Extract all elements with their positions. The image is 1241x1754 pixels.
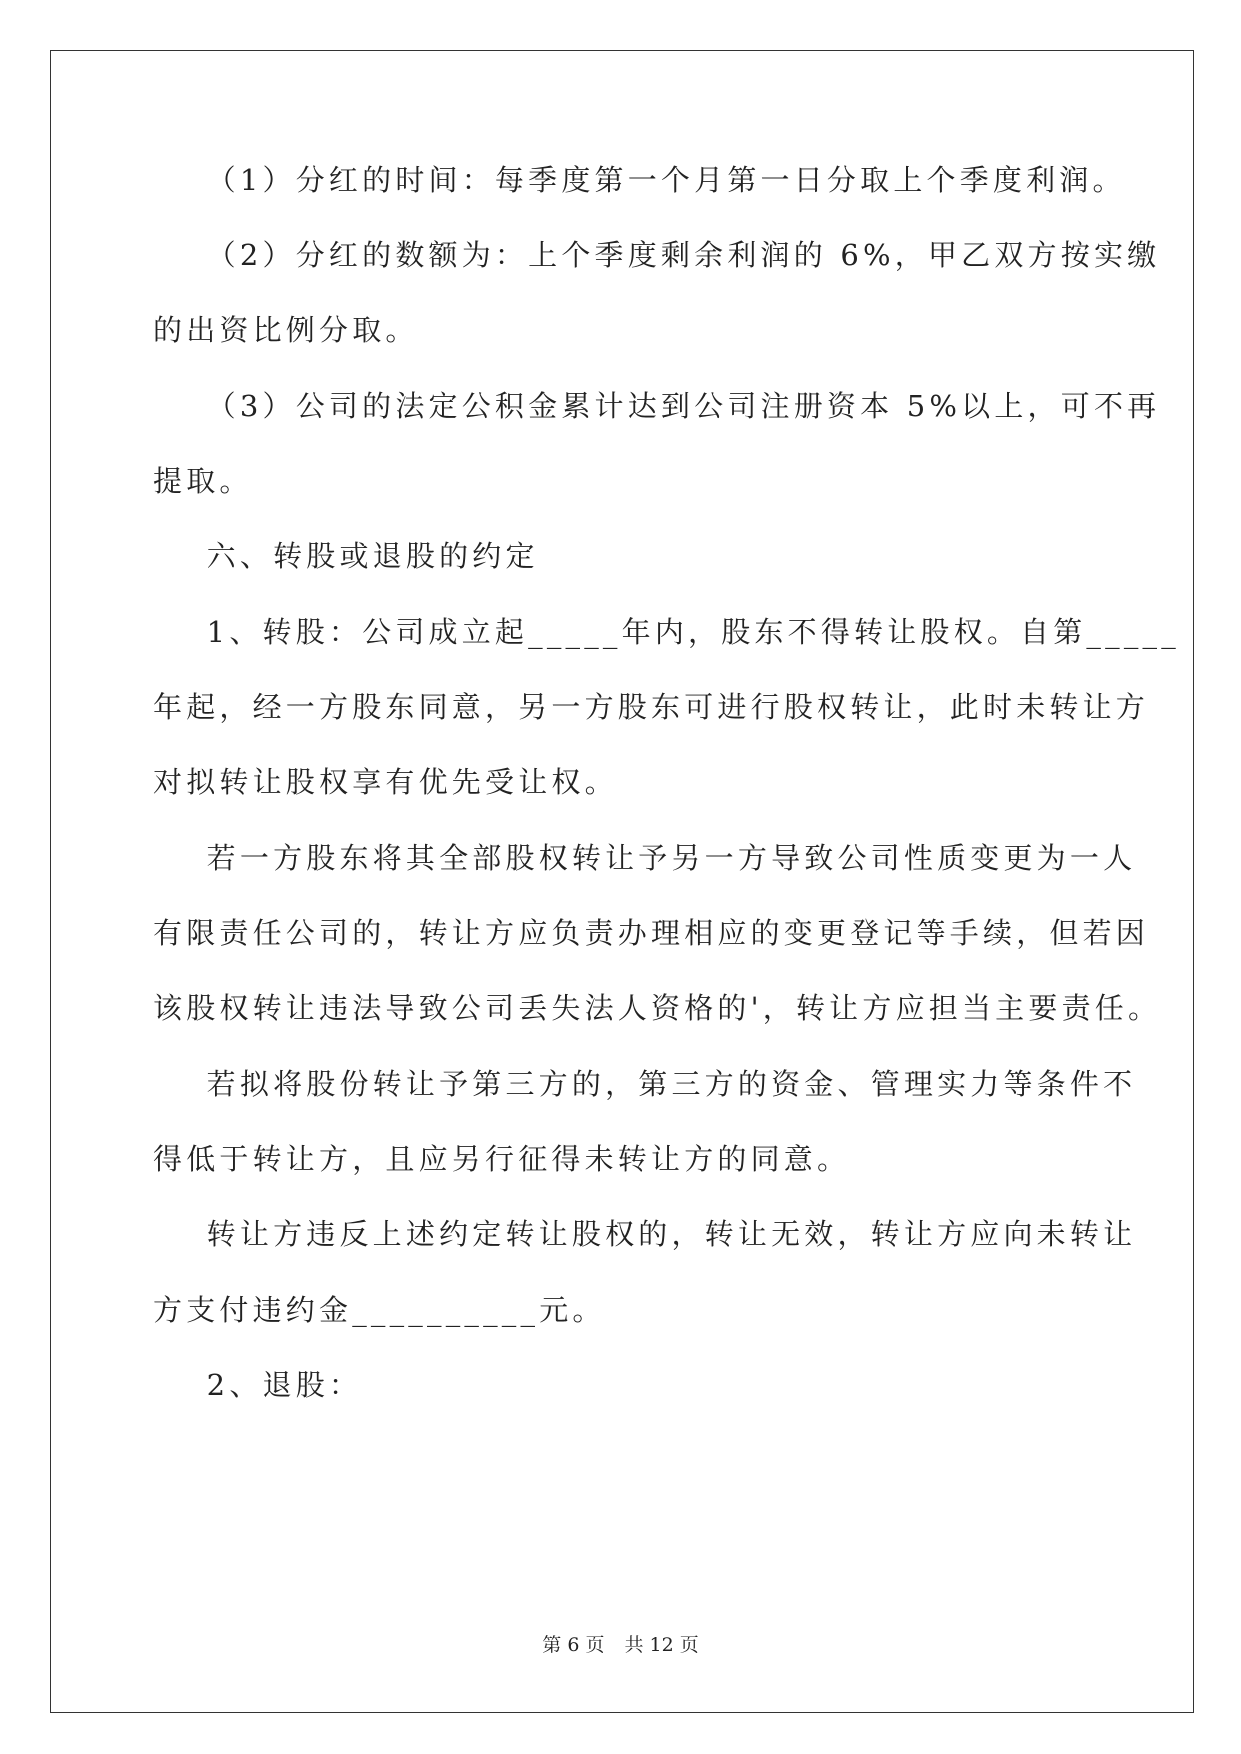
page-total: 共 12 页 bbox=[624, 1634, 699, 1656]
paragraph-line: （3）公司的法定公积金累计达到公司注册资本 5%以上，可不再 bbox=[153, 389, 1161, 423]
page-footer bbox=[0, 1633, 1241, 1657]
paragraph-line: 对拟转让股权享有优先受让权。 bbox=[153, 765, 618, 799]
page-border bbox=[50, 50, 1194, 1713]
paragraph-line: 1、转股：公司成立起_____年内，股东不得转让股权。自第_____ bbox=[153, 615, 1180, 649]
paragraph-line: （2）分红的数额为：上个季度剩余利润的 6%，甲乙双方按实缴 bbox=[153, 238, 1161, 272]
paragraph-line: 该股权转让违法导致公司丢失法人资格的'，转让方应担当主要责任。 bbox=[153, 991, 1162, 1025]
paragraph-line: 得低于转让方，且应另行征得未转让方的同意。 bbox=[153, 1142, 851, 1176]
paragraph-line: （1）分红的时间：每季度第一个月第一日分取上个季度利润。 bbox=[153, 163, 1126, 197]
paragraph-line: 的出资比例分取。 bbox=[153, 313, 419, 347]
paragraph-line: 若拟将股份转让予第三方的，第三方的资金、管理实力等条件不 bbox=[153, 1067, 1137, 1101]
paragraph-line: 2、退股： bbox=[153, 1368, 363, 1402]
paragraph-line: 年起，经一方股东同意，另一方股东可进行股权转让，此时未转让方 bbox=[153, 690, 1150, 724]
paragraph-line: 方支付违约金__________元。 bbox=[153, 1293, 606, 1327]
paragraph-line: 提取。 bbox=[153, 464, 253, 498]
paragraph-line: 若一方股东将其全部股权转让予另一方导致公司性质变更为一人 bbox=[153, 841, 1137, 875]
paragraph-line: 有限责任公司的，转让方应负责办理相应的变更登记等手续，但若因 bbox=[153, 916, 1150, 950]
page-number: 第 6 页 bbox=[542, 1634, 605, 1656]
paragraph-line: 转让方违反上述约定转让股权的，转让无效，转让方应向未转让 bbox=[153, 1217, 1137, 1251]
section-heading: 六、转股或退股的约定 bbox=[153, 539, 539, 573]
